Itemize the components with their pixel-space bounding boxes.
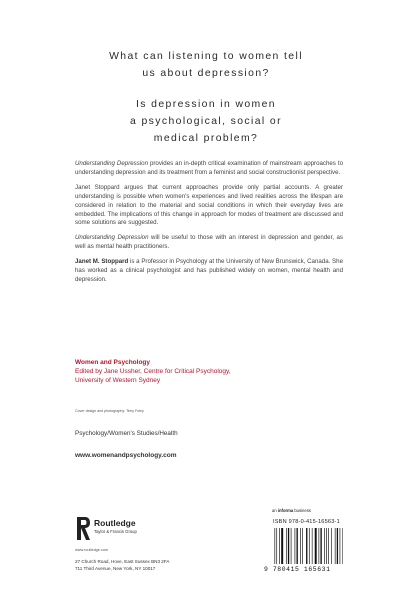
blurb-p3-text: will be useful to those with an interest in depression and gender, as well as mental health practitioners.: [75, 234, 343, 251]
blurb: [75, 160, 343, 291]
blurb-p1-text: provides an in-depth critical examination of mainstream approaches to understanding depression and its treatment from a feminist and social constructionist perspective.: [75, 160, 343, 176]
subject-categories: Psychology/Women's Studies/Health: [75, 430, 178, 437]
series-editor-line-2: University of Western Sydney: [75, 377, 161, 384]
question-one: [70, 48, 342, 82]
informa-prefix: an: [272, 508, 278, 513]
author-bio: [75, 258, 343, 285]
address-line-2: 711 Third Avenue, New York, NY 10017: [75, 565, 156, 571]
publisher-name: Routledge: [94, 518, 136, 528]
question-two-line-1: Is depression in women: [136, 99, 276, 110]
author-name: Janet M. Stoppard: [75, 258, 129, 266]
question-two: [70, 96, 342, 147]
publisher-address: [75, 559, 169, 572]
informa-business: [272, 508, 311, 513]
publisher-group: Taylor & Francis Group: [94, 529, 137, 534]
isbn-label: ISBN 978-0-415-16563-1: [273, 519, 340, 525]
question-two-line-3: medical problem?: [153, 133, 259, 144]
blurb-paragraph-1: [75, 160, 343, 178]
question-two-line-2: a psychological, social or: [130, 116, 282, 127]
series-info: [75, 358, 343, 385]
book-title: Understanding Depression: [75, 160, 148, 167]
publisher-website: www.routledge.com: [75, 548, 109, 552]
book-title: Understanding Depression: [75, 234, 149, 242]
informa-suffix: business: [293, 508, 311, 513]
author-bio-text: is a Professor in Psychology at the University of New Brunswick, Canada. She has worked as a clinical psychologist and has published widely on women, mental health and depression.: [75, 258, 343, 283]
address-line-1: 27 Church Road, Hove, East Sussex BN3 2FA: [75, 559, 170, 564]
series-editor-line-1: Edited by Jane Ussher, Centre for Critical Psychology,: [75, 368, 231, 375]
blurb-paragraph-2: Janet Stoppard argues that current approaches provide only partial accounts. A greater understanding is possible when women's experiences and lived realities across the lifespan are considered in relation to the material and social conditions in which their everyday lives are embedded. The implications of this change in approach for modes of treatment are discussed and some solutions are suggested.: [75, 183, 343, 227]
cover-credit: Cover design and photography: Terry Foley: [75, 409, 144, 413]
question-one-line-2: us about depression?: [142, 68, 270, 79]
routledge-logo-icon: [75, 516, 91, 542]
question-one-line-1: What can listening to women tell: [109, 51, 303, 62]
series-website: www.womenandpsychology.com: [75, 452, 177, 459]
informa-brand: informa: [277, 508, 294, 513]
barcode-digits: 9 780415 165631: [264, 566, 331, 573]
series-title: Women and Psychology: [75, 359, 151, 366]
barcode-icon: [273, 528, 343, 564]
blurb-paragraph-3: [75, 234, 343, 252]
